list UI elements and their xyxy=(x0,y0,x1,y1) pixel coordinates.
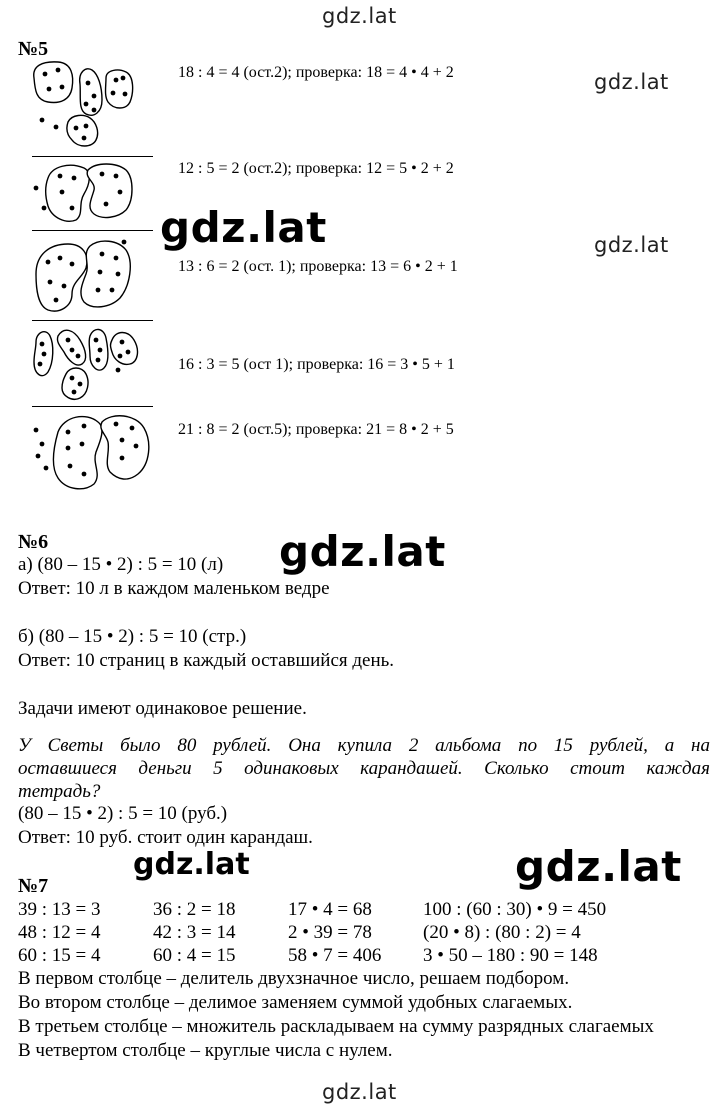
note-line: Задачи имеют одинаковое решение. xyxy=(18,698,307,719)
equation-cell: 17 • 4 = 68 xyxy=(288,899,372,920)
note-line: В четвертом столбце – круглые числа с нулем. xyxy=(18,1040,393,1061)
dot-groups-figure xyxy=(28,234,140,318)
equation-cell: 36 : 2 = 18 xyxy=(153,899,236,920)
equation-cell: 60 : 4 = 15 xyxy=(153,945,236,966)
watermark: gdz.lat xyxy=(322,1080,397,1104)
separator-line xyxy=(32,230,153,231)
problem-text-line: У Светы было 80 рублей. Она купила 2 альбома по 15 рублей, а на xyxy=(18,735,710,756)
equation-cell: 42 : 3 = 14 xyxy=(153,922,236,943)
dot-groups-figure xyxy=(28,322,144,406)
solution-line: а) (80 – 15 • 2) : 5 = 10 (л) xyxy=(18,554,224,575)
equation-cell: 48 : 12 = 4 xyxy=(18,922,101,943)
equation-cell: (20 • 8) : (80 : 2) = 4 xyxy=(423,922,581,943)
separator-line xyxy=(32,406,153,407)
solution-line: (80 – 15 • 2) : 5 = 10 (руб.) xyxy=(18,803,228,824)
equation-row: 13 : 6 = 2 (ост. 1); проверка: 13 = 6 • 2 + 1 xyxy=(178,258,458,275)
equation-row: 21 : 8 = 2 (ост.5); проверка: 21 = 8 • 2 + 5 xyxy=(178,421,454,438)
equation-row: 12 : 5 = 2 (ост.2); проверка: 12 = 5 • 2 + 2 xyxy=(178,160,454,177)
equation-cell: 58 • 7 = 406 xyxy=(288,945,382,966)
separator-line xyxy=(32,320,153,321)
equation-row: 16 : 3 = 5 (ост 1); проверка: 16 = 3 • 5 + 1 xyxy=(178,356,455,373)
dot-groups-figure xyxy=(28,408,154,496)
solution-line: б) (80 – 15 • 2) : 5 = 10 (стр.) xyxy=(18,626,247,647)
answer-line: Ответ: 10 л в каждом маленьком ведре xyxy=(18,578,330,599)
equation-cell: 60 : 15 = 4 xyxy=(18,945,101,966)
equation-row: 18 : 4 = 4 (ост.2); проверка: 18 = 4 • 4 + 2 xyxy=(178,64,454,81)
watermark: gdz.lat xyxy=(133,847,250,882)
dot-groups-figure xyxy=(28,158,140,226)
problem-text-line: оставшиеся деньги 5 одинаковых карандашей. Сколько стоит каждая xyxy=(18,758,710,779)
note-line: Во втором столбце – делимое заменяем суммой удобных слагаемых. xyxy=(18,992,573,1013)
watermark: gdz.lat xyxy=(279,527,446,576)
watermark: gdz.lat xyxy=(322,4,397,28)
note-line: В третьем столбце – множитель раскладываем на сумму разрядных слагаемых xyxy=(18,1016,654,1037)
task-number: №5 xyxy=(18,38,49,60)
equation-cell: 39 : 13 = 3 xyxy=(18,899,101,920)
watermark: gdz.lat xyxy=(594,70,669,94)
watermark: gdz.lat xyxy=(160,203,327,252)
equation-cell: 3 • 50 – 180 : 90 = 148 xyxy=(423,945,598,966)
problem-text-line: тетрадь? xyxy=(18,781,101,802)
answer-line: Ответ: 10 руб. стоит один карандаш. xyxy=(18,827,313,848)
separator-line xyxy=(32,156,153,157)
answer-line: Ответ: 10 страниц в каждый оставшийся день. xyxy=(18,650,395,671)
task-number: №7 xyxy=(18,875,49,897)
note-line: В первом столбце – делитель двухзначное число, решаем подбором. xyxy=(18,968,570,989)
task-number: №6 xyxy=(18,531,49,553)
watermark: gdz.lat xyxy=(594,233,669,257)
equation-cell: 100 : (60 : 30) • 9 = 450 xyxy=(423,899,607,920)
watermark: gdz.lat xyxy=(515,842,682,891)
dot-groups-figure xyxy=(28,56,140,150)
equation-cell: 2 • 39 = 78 xyxy=(288,922,372,943)
